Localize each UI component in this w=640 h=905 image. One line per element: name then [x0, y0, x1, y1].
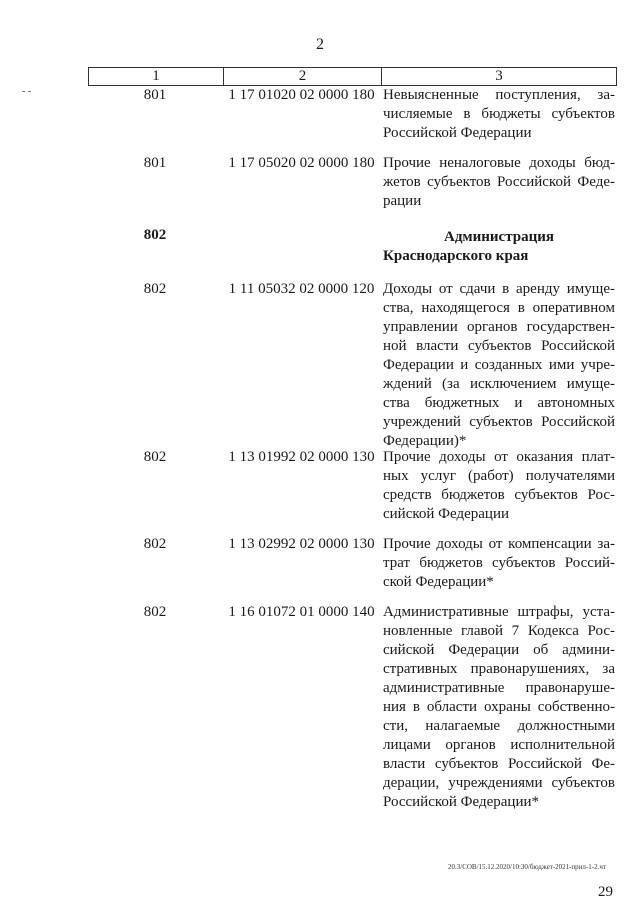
row-code-income: 1 13 01992 02 0000 130 — [228, 449, 375, 465]
row-description — [383, 603, 615, 812]
column-header-2: 2 — [224, 68, 382, 86]
row-description-line: Прочие доходы от компенсации за- — [383, 536, 615, 552]
row-description-line: средств бюджетов субъектов Рос- — [383, 487, 615, 503]
row-description-line: административные правонаруше- — [383, 680, 615, 696]
row-description-line: власти субъектов Российской Фе- — [383, 756, 615, 772]
row-description-line: Федерации и созданных ими учре- — [383, 357, 615, 373]
page-number-top: 2 — [316, 36, 324, 53]
row-description-line: жетов субъектов Российской Феде- — [383, 174, 615, 190]
margin-mark: - - — [22, 86, 32, 97]
row-description-line: ждений (за исключением имуще- — [383, 376, 615, 392]
row-description-line: сийской Федерации об админи- — [383, 642, 615, 658]
row-code-income: 1 17 01020 02 0000 180 — [228, 87, 375, 103]
row-description-line: числяемые в бюджеты субъектов — [383, 106, 615, 122]
row-description-line: ства бюджетных и автономных — [383, 395, 615, 411]
row-description-line: ной власти субъектов Российской — [383, 338, 615, 354]
row-description-line: ства, находящегося в оперативном — [383, 300, 615, 316]
row-description-line: лицами органов исполнительной — [383, 737, 615, 753]
row-description-line: Административные штрафы, уста- — [383, 604, 615, 620]
footer-document-code: 20.3/СОВ/15.12.2020/10:30/бюджет-2021-прил-1-2.чт — [448, 863, 606, 871]
row-description-line: сийской Федерации — [383, 506, 510, 522]
row-description — [383, 448, 615, 524]
row-code-income: 1 11 05032 02 0000 120 — [228, 281, 375, 297]
row-description — [383, 535, 615, 592]
row-description-line: Прочие доходы от оказания плат- — [383, 449, 615, 465]
row-code-admin: 801 — [143, 87, 167, 103]
column-header-1: 1 — [89, 68, 224, 86]
row-description-line: рации — [383, 193, 422, 209]
row-description-line: управлении органов государствен- — [383, 319, 615, 335]
row-description-line: учреждений субъектов Российской — [383, 414, 615, 430]
row-description-line: дерации, учреждениями субъектов — [383, 775, 615, 791]
row-description — [383, 154, 615, 211]
row-description-line: стративных правонарушениях, за — [383, 661, 615, 677]
row-description-line: Невыясненные поступления, за- — [383, 87, 615, 103]
row-code-income: 1 13 02992 02 0000 130 — [228, 536, 375, 552]
row-description-line: Администрация — [443, 229, 555, 245]
row-code-admin: 802 — [143, 227, 167, 243]
column-header-table — [88, 67, 617, 86]
row-code-income: 1 16 01072 01 0000 140 — [228, 604, 375, 620]
row-description — [383, 226, 615, 266]
row-code-admin: 802 — [143, 449, 167, 465]
row-code-admin: 802 — [143, 536, 167, 552]
row-description-line: ных услуг (работ) получателями — [383, 468, 615, 484]
row-description — [383, 86, 615, 143]
row-description-line: новленные главой 7 Кодекса Рос- — [383, 623, 615, 639]
row-code-admin: 801 — [143, 155, 167, 171]
row-description-line: трат бюджетов субъектов Россий- — [383, 555, 615, 571]
row-description — [383, 280, 615, 451]
row-code-admin: 802 — [143, 281, 167, 297]
row-description-line: ния в области охраны собственно- — [383, 699, 615, 715]
row-code-income: 1 17 05020 02 0000 180 — [228, 155, 375, 171]
row-description-line: Краснодарского края — [383, 248, 529, 264]
row-description-line: ской Федерации* — [383, 574, 494, 590]
row-description-line: Доходы от сдачи в аренду имуще- — [383, 281, 615, 297]
row-description-line: Российской Федерации — [383, 125, 532, 141]
row-description-line: Федерации)* — [383, 433, 467, 449]
row-description-line: сти, налагаемые должностными — [383, 718, 615, 734]
row-description-line: Российской Федерации* — [383, 794, 540, 810]
page-number-bottom: 29 — [598, 884, 613, 900]
row-code-admin: 802 — [143, 604, 167, 620]
column-header-3: 3 — [382, 68, 617, 86]
row-description-line: Прочие неналоговые доходы бюд- — [383, 155, 615, 171]
